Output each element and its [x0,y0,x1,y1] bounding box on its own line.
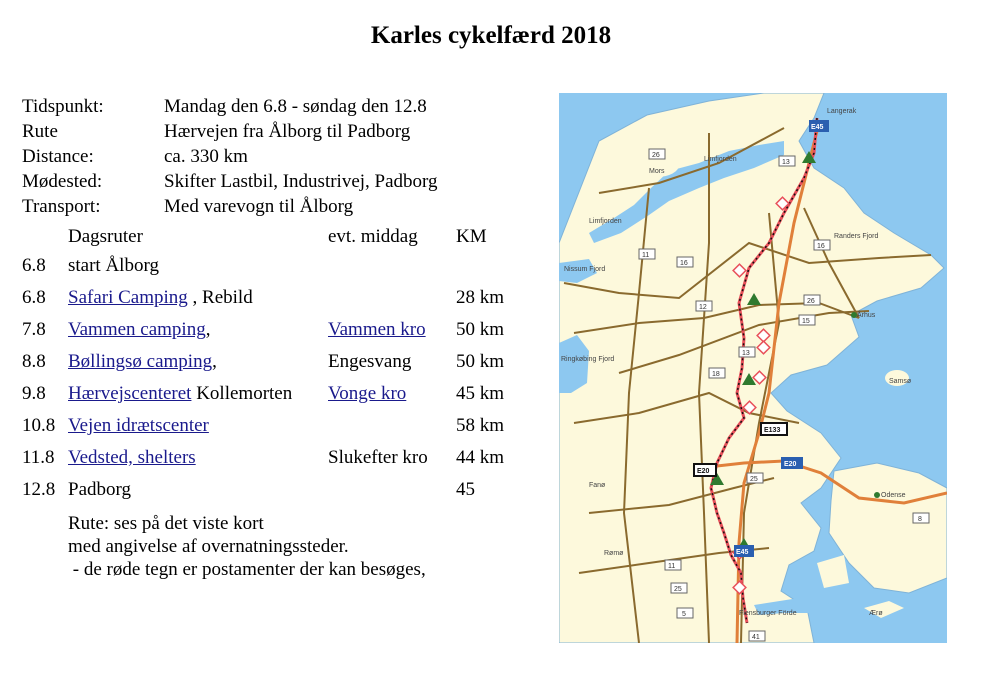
route-km: 44 km [456,447,505,468]
route-date: 9.8 [22,383,46,404]
info-value: Skifter Lastbil, Industrivej, Padborg [164,171,438,192]
table-row [22,282,526,314]
info-label: Tidspunkt: [22,96,104,117]
route-date: 11.8 [22,447,55,468]
road-number: 11 [642,252,650,259]
route-date: 6.8 [22,287,46,308]
label-mors: Mors [649,168,665,175]
road-number: 41 [752,634,760,641]
route-date: 12.8 [22,479,56,500]
route-dinner: Slukefter kro [328,447,428,468]
header-dinner: evt. middag [328,226,418,247]
route-notes [68,512,426,581]
label-limfjorden-n: Limfjorden [704,156,737,163]
header-route: Dagsruter [68,226,143,247]
road-number: 26 [652,152,660,159]
route-table [22,226,526,506]
info-row-time [22,94,438,119]
road-number: 18 [712,371,720,378]
route-km: 45 [456,479,475,500]
road-number: 26 [807,298,815,305]
route-date: 8.8 [22,351,46,372]
label-nissum-fjord: Nissum Fjord [564,266,606,273]
route-date: 10.8 [22,415,56,436]
header-km: KM [456,226,487,247]
route-date: 7.8 [22,319,46,340]
e45-shield: E45 [811,124,824,131]
route-km: 50 km [456,319,505,340]
table-row [22,346,526,378]
info-value: ca. 330 km [164,146,248,167]
e20-shield: E20 [784,461,797,468]
route-km: 45 km [456,383,505,404]
road-number: 25 [750,476,758,483]
bollingso-camping-link[interactable]: Bøllingsø camping [68,351,213,372]
road-number: 16 [817,243,825,250]
e133-shield: E133 [764,427,781,434]
label-langerak: Langerak [827,108,857,115]
table-row [22,474,526,506]
table-row [22,442,526,474]
table-row [22,410,526,442]
label-ringkobing-fjord: Ringkøbing Fjord [561,356,615,363]
note-line: med angivelse af overnatningssteder. [68,536,349,557]
table-row [22,250,526,282]
info-label: Transport: [22,196,101,217]
road-number: 13 [782,159,790,166]
info-value: Hærvejen fra Ålborg til Padborg [164,121,411,142]
road-number: 13 [742,350,750,357]
vammen-camping-link[interactable]: Vammen camping [68,319,206,340]
label-limfjorden-w: Limfjorden [589,218,622,225]
route-place-suffix: , [205,319,211,340]
e20-shield: E20 [697,468,710,475]
road-number: 11 [668,563,676,570]
route-table-header [22,226,526,250]
road-number: 25 [674,586,682,593]
route-km: 50 km [456,351,505,372]
vonge-kro-link[interactable]: Vonge kro [328,383,407,404]
info-label: Mødested: [22,171,103,192]
safari-camping-link[interactable]: Safari Camping [68,287,188,308]
label-fano: Fanø [589,482,606,489]
table-row [22,314,526,346]
info-row-meeting [22,169,438,194]
label-romo: Rømø [604,550,624,557]
road-number: 8 [918,516,922,523]
road-number: 5 [682,611,686,618]
map-canvas [559,93,947,643]
info-label: Rute [22,121,58,142]
route-km: 28 km [456,287,505,308]
info-row-transport [22,194,438,219]
info-value: Mandag den 6.8 - søndag den 12.8 [164,96,427,117]
table-row [22,378,526,410]
route-date: 6.8 [22,255,46,276]
label-arhus: Århus [857,312,876,319]
route-place-suffix: Kollemorten [191,383,293,404]
page-title: Karles cykelfærd 2018 [370,22,612,49]
info-row-route [22,119,438,144]
label-odense: Odense [881,492,906,499]
route-map[interactable] [559,93,947,643]
e45-shield: E45 [736,549,749,556]
route-place: Padborg [68,479,131,500]
label-samso: Samsø [889,378,912,385]
note-line: Rute: ses på det viste kort [68,513,264,534]
route-place: start Ålborg [68,255,159,276]
note-line: - de røde tegn er postamenter der kan besøges, [68,559,426,580]
route-place-suffix: , Rebild [187,287,253,308]
road-number: 15 [802,318,810,325]
vejen-idraetscenter-link[interactable]: Vejen idrætscenter [68,415,209,436]
vammen-kro-link[interactable]: Vammen kro [328,319,426,340]
vedsted-shelters-link[interactable]: Vedsted, shelters [68,447,196,468]
info-value: Med varevogn til Ålborg [164,196,354,217]
label-flensburger-forde: Flensburger Förde [739,610,797,617]
road-number: 16 [680,260,688,267]
route-dinner: Engesvang [328,351,412,372]
trip-info [22,94,438,219]
road-number: 12 [699,304,707,311]
label-aero: Ærø [869,610,883,617]
info-row-distance [22,144,438,169]
label-randers-fjord: Randers Fjord [834,233,879,240]
route-place-suffix: , [212,351,217,372]
haervejscenteret-link[interactable]: Hærvejscenteret [68,383,192,404]
info-label: Distance: [22,146,94,167]
route-km: 58 km [456,415,505,436]
